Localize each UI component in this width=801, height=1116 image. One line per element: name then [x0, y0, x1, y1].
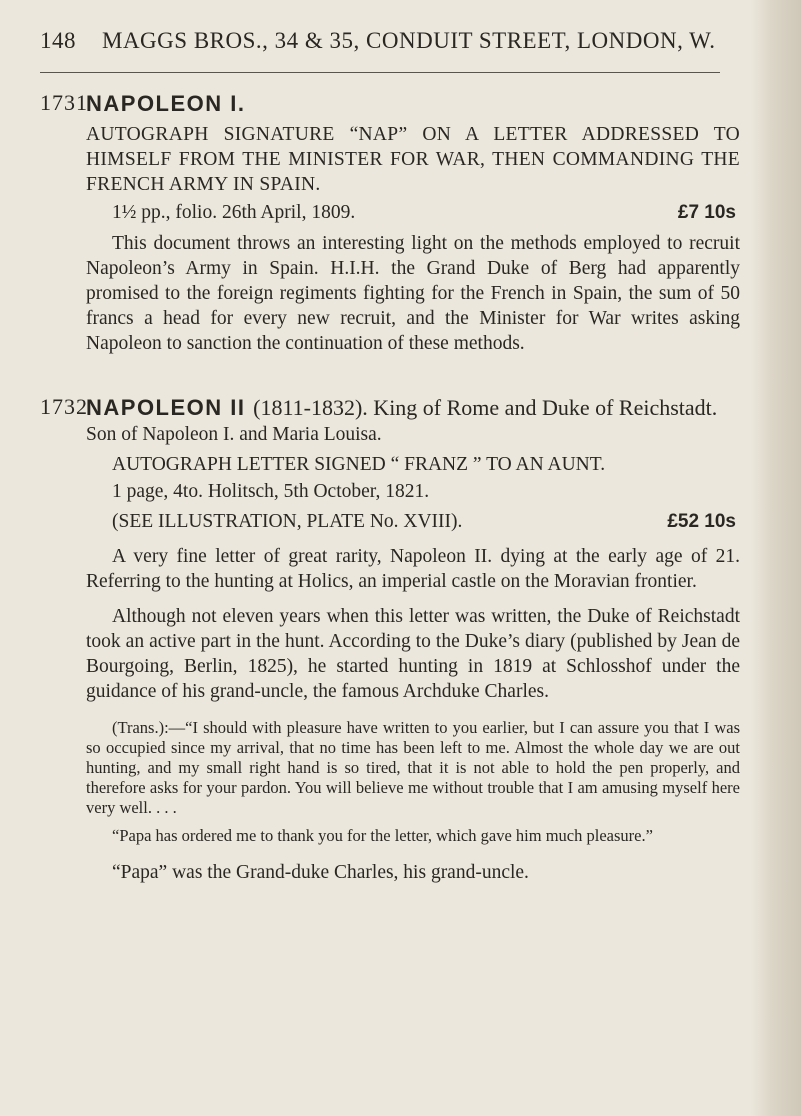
lot-heading [86, 90, 740, 118]
page-number: 148 [40, 28, 76, 53]
lot-quote: “Papa has ordered me to thank you for the letter, which gave him much pleasure.” [112, 826, 653, 845]
lot-paragraph: This document throws an interesting light on the methods employed to recruit Napoleon’s Army in Spain. H.I.H. the Grand Duke of Berg had apparently promised to the foreign regiments fighting for the French in Spain, the sum of 50 francs a head for every new recruit, and the Minister for War writes asking Napoleon to sanction the continuation of these methods. [86, 233, 740, 354]
lot-plate-reference: (SEE ILLUSTRATION, PLATE No. XVIII). [112, 511, 463, 532]
lot-meta-plate [86, 508, 740, 536]
lot-caption: AUTOGRAPH SIGNATURE “NAP” ON A LETTER ADDRESSED TO HIMSELF FROM THE MINISTER FOR WAR, THEN COMMANDING THE FRENCH ARMY IN SPAIN. [86, 124, 740, 195]
lot-name-detail: (1811-1832). King of Rome and Duke of Reichstadt. [253, 395, 718, 420]
page-header [40, 28, 720, 54]
lot-closing: “Papa” was the Grand-duke Charles, his grand-uncle. [112, 862, 529, 883]
lot-meta [86, 199, 740, 227]
header-title: MAGGS BROS., 34 & 35, CONDUIT STREET, LONDON, W. [102, 28, 716, 53]
lot-quote: (Trans.):—“I should with pleasure have written to you earlier, but I can assure you that I was so occupied since my arrival, that no time has been left to me. Almost the whole day we are out hunting, and my small right hand is so tired, that it is not able to hold the pen properly, and therefore asks for your pardon. You will believe me without trouble that I am amusing myself here very well. . . . [86, 718, 740, 817]
lot-name: NAPOLEON II [86, 395, 246, 420]
lot-subtitle: Son of Napoleon I. and Maria Louisa. [86, 424, 382, 445]
lot-number: 1732 [40, 394, 88, 419]
lot-caption: AUTOGRAPH LETTER SIGNED “ FRANZ ” TO AN AUNT. [112, 454, 606, 475]
lot-name: NAPOLEON I. [86, 91, 246, 116]
lot-price: £52 10s [667, 511, 736, 532]
lot-description: 1½ pp., folio. 26th April, 1809. [112, 202, 356, 223]
page-edge-shadow [751, 0, 801, 1116]
header-rule [40, 72, 720, 73]
lot-paragraph: Although not eleven years when this letter was written, the Duke of Reichstadt took an active part in the hunt. According to the Duke’s diary (published by Jean de Bourgoing, Berlin, 1825), he started hunting in 1819 at Schlosshof under the guidance of his grand-uncle, the famous Archduke Charles. [86, 606, 740, 702]
lot-heading [86, 394, 740, 422]
lot-paragraph: A very fine letter of great rarity, Napoleon II. dying at the early age of 21. Referring to the hunting at Holics, an imperial castle on the Moravian frontier. [86, 546, 740, 592]
lot-price: £7 10s [677, 202, 736, 223]
lot-number: 1731 [40, 90, 88, 115]
lot-meta [86, 478, 740, 506]
lot-description: 1 page, 4to. Holitsch, 5th October, 1821. [112, 481, 430, 502]
